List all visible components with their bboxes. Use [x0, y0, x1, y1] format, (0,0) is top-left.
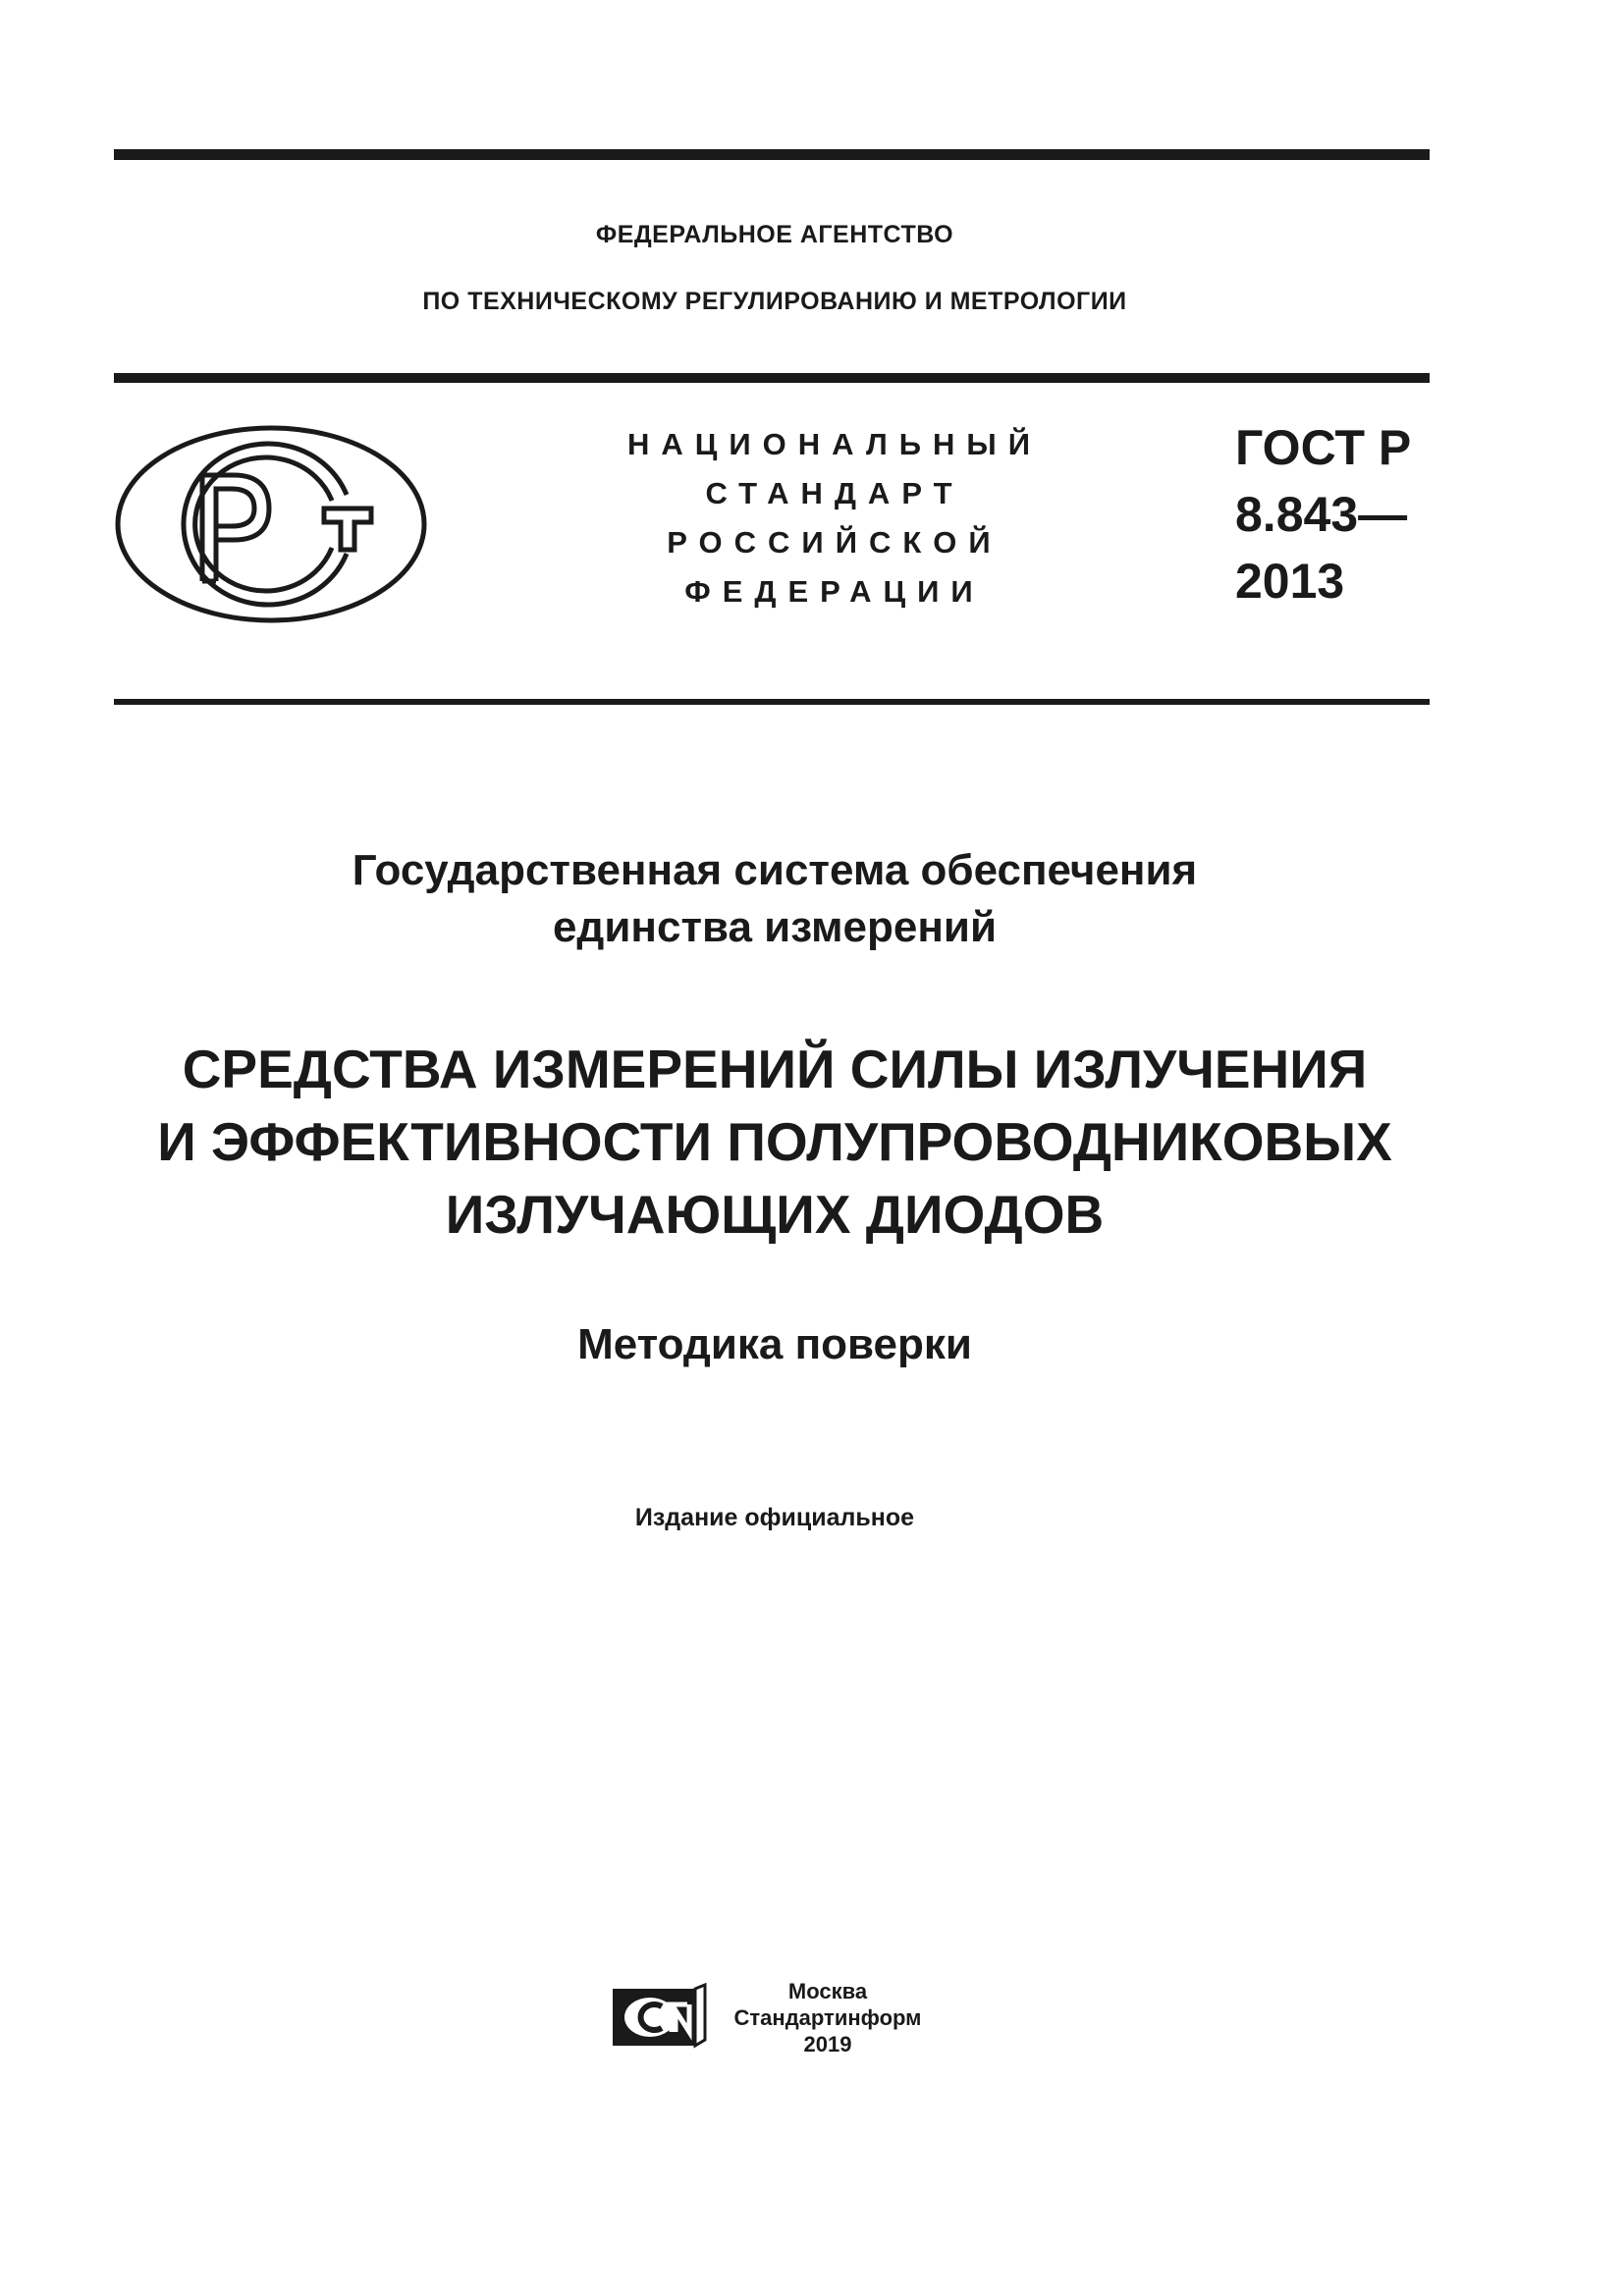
- document-subtitle: Методика поверки: [577, 1320, 972, 1368]
- agency-line-1: ФЕДЕРАЛЬНОЕ АГЕНТСТВО: [595, 221, 954, 248]
- publisher-year: 2019: [803, 2032, 852, 2056]
- agency-line-2: ПО ТЕХНИЧЕСКОМУ РЕГУЛИРОВАНИЮ И МЕТРОЛОГИИ: [422, 288, 1127, 315]
- publisher-block: [725, 1978, 931, 2057]
- gost-number: [1235, 414, 1411, 614]
- system-line-2: единства измерений: [552, 903, 998, 951]
- publisher-city: Москва: [787, 1979, 868, 2003]
- gost-line-1: ГОСТ Р: [1235, 420, 1412, 475]
- title-line-2: И ЭФФЕКТИВНОСТИ ПОЛУПРОВОДНИКОВЫХ: [157, 1111, 1392, 1172]
- title-line-3: ИЗЛУЧАЮЩИХ ДИОДОВ: [445, 1184, 1105, 1245]
- standard-type-line-4: ФЕДЕРАЦИИ: [684, 574, 985, 609]
- bottom-rule: [114, 699, 1430, 705]
- title-line-1: СРЕДСТВА ИЗМЕРЕНИЙ СИЛЫ ИЗЛУЧЕНИЯ: [182, 1039, 1368, 1099]
- middle-rule: [114, 373, 1430, 383]
- gost-line-2: 8.843—: [1235, 487, 1408, 542]
- system-heading: [0, 842, 1549, 956]
- gost-line-3: 2013: [1235, 554, 1345, 609]
- standartinform-logo-icon: [611, 1983, 709, 2050]
- publisher-name: Стандартинформ: [733, 2005, 922, 2030]
- edition-note: Издание официальное: [634, 1504, 915, 1531]
- standard-type: [609, 420, 1060, 616]
- system-line-1: Государственная система обеспечения: [352, 846, 1198, 894]
- document-title: [0, 1033, 1549, 1251]
- top-rule: [114, 149, 1430, 160]
- standard-type-line-2: СТАНДАРТ: [705, 476, 964, 510]
- standard-type-line-1: НАЦИОНАЛЬНЫЙ: [626, 427, 1043, 461]
- standard-type-line-3: РОССИЙСКОЙ: [667, 525, 1002, 560]
- rst-logo-icon: [114, 424, 428, 625]
